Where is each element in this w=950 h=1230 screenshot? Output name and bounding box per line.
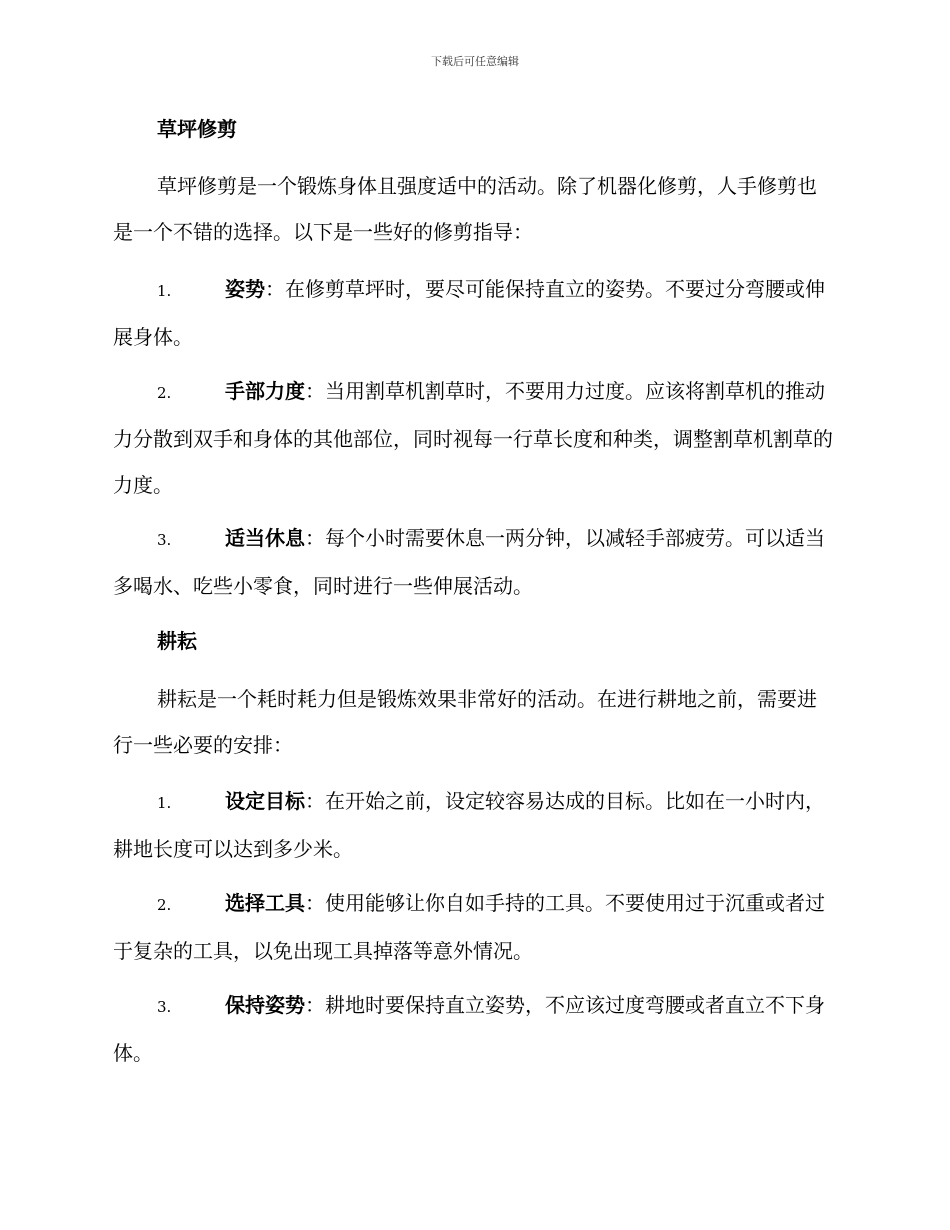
list-item-text: ：每个小时需要休息一两分钟，以减轻手部疲劳。可以适当多喝水、吃些小零食，同时进行一些伸展活动。 bbox=[113, 526, 825, 598]
list-item-term: 姿势 bbox=[225, 277, 265, 301]
list-item-text: ：耕地时要保持直立姿势，不应该过度弯腰或者直立不下身体。 bbox=[113, 993, 825, 1065]
list-item-text: ：在开始之前，设定较容易达成的目标。比如在一小时内，耕地长度可以达到多少米。 bbox=[113, 789, 825, 861]
list-item bbox=[113, 266, 835, 360]
list-item-term: 手部力度 bbox=[225, 379, 305, 403]
section-intro-plowing: 耕耘是一个耗时耗力但是锻炼效果非常好的活动。在进行耕地之前，需要进行一些必要的安排： bbox=[113, 687, 817, 757]
list-item bbox=[113, 368, 835, 508]
list-item-text: ：使用能够让你自如手持的工具。不要使用过于沉重或者过于复杂的工具，以免出现工具掉落等意外情况。 bbox=[113, 891, 825, 963]
list-item bbox=[113, 778, 835, 872]
list-item-term: 保持姿势 bbox=[225, 993, 305, 1017]
page-header: 下载后可任意编辑 bbox=[431, 55, 519, 68]
section-intro-lawn-mowing: 草坪修剪是一个锻炼身体且强度适中的活动。除了机器化修剪，人手修剪也是一个不错的选择。以下是一些好的修剪指导： bbox=[113, 174, 817, 244]
list-item-term: 设定目标 bbox=[225, 789, 305, 813]
list-item-text: ：在修剪草坪时，要尽可能保持直立的姿势。不要过分弯腰或伸展身体。 bbox=[113, 277, 825, 349]
list-item-text: ：当用割草机割草时，不要用力过度。应该将割草机的推动力分散到双手和身体的其他部位，同时视每一行草长度和种类，调整割草机割草的力度。 bbox=[113, 379, 833, 497]
section-heading-plowing: 耕耘 bbox=[157, 629, 197, 653]
list-item bbox=[113, 515, 835, 609]
list-item-term: 选择工具 bbox=[225, 891, 305, 915]
list-item bbox=[113, 880, 835, 974]
list-item-number: 2. bbox=[157, 896, 172, 914]
list-item-term: 适当休息 bbox=[225, 526, 305, 550]
list-item-number: 3. bbox=[157, 998, 172, 1016]
list-item-number: 2. bbox=[157, 384, 172, 402]
list-item bbox=[113, 982, 835, 1076]
list-item-number: 1. bbox=[157, 282, 172, 300]
list-item-number: 1. bbox=[157, 794, 172, 812]
section-heading-lawn-mowing: 草坪修剪 bbox=[157, 117, 237, 141]
list-item-number: 3. bbox=[157, 531, 172, 549]
